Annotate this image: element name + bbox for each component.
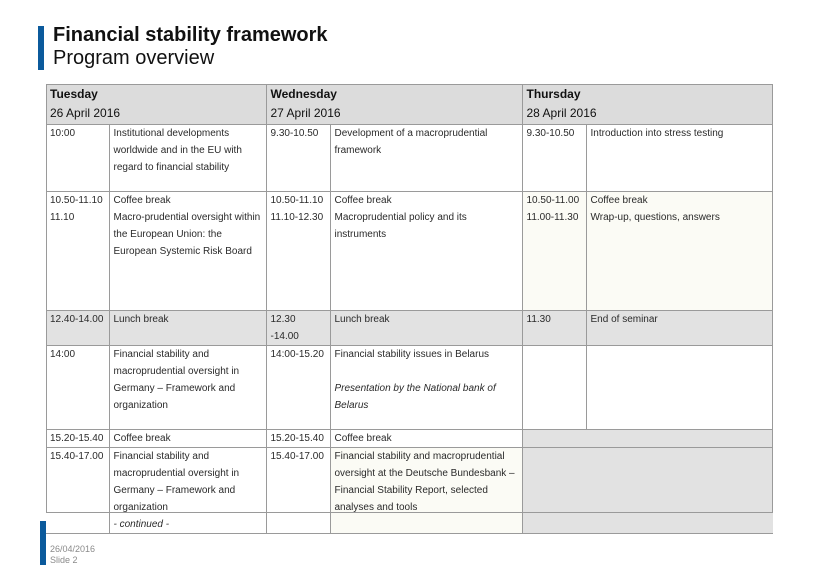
day-header-thursday [522, 84, 773, 124]
time-text: 10.50-11.10 [270, 194, 324, 206]
empty-cell [522, 429, 586, 447]
table-row [46, 447, 773, 533]
session-text: Wrap-up, questions, answers [590, 211, 720, 223]
day-name: Tuesday [50, 87, 98, 101]
table-row [46, 124, 773, 191]
day-date: 27 April 2016 [270, 106, 341, 120]
session-cell [330, 191, 522, 310]
time-text: 10.50-11.10 [50, 194, 103, 206]
time-text: 11.10 [50, 211, 75, 223]
time-text: 11.00-11.30 [526, 211, 579, 223]
time-cell: 10:00 [46, 124, 109, 191]
session-text: Macro-prudential oversight within the European Union: the European Systemic Risk Board [113, 211, 261, 257]
session-cell: Financial stability and macroprudential oversight in Germany – Framework and organization [109, 345, 266, 429]
table-header-row [46, 84, 773, 124]
empty-cell [586, 447, 773, 533]
page-title: Financial stability framework [53, 24, 328, 46]
table-row [46, 310, 773, 345]
time-cell: 12.40-14.00 [46, 310, 109, 345]
session-cell: Institutional developments worldwide and in the EU with regard to financial stability [109, 124, 266, 191]
session-text: Macroprudential policy and its instruments [334, 211, 467, 240]
session-cell: Financial stability and macroprudential oversight at the Deutsche Bundesbank – Financial Stability Report, selected analyses and tools [330, 447, 522, 533]
time-cell: 12.30 -14.00 [266, 310, 330, 345]
empty-cell [586, 345, 773, 429]
session-text: Coffee break [590, 194, 648, 206]
session-cell [586, 191, 773, 310]
slide-number: Slide 2 [50, 555, 78, 565]
session-text: Financial stability and macroprudential oversight in Germany – Framework and organization [113, 450, 240, 513]
empty-cell [586, 429, 773, 447]
time-cell: 15.20-15.40 [46, 429, 109, 447]
time-cell: 15.40-17.00 [266, 447, 330, 533]
page-subtitle: Program overview [53, 47, 215, 69]
title-accent-bar [38, 26, 44, 70]
session-cell: Coffee break [109, 429, 266, 447]
time-cell: 14:00 [46, 345, 109, 429]
session-cell: Coffee break [330, 429, 522, 447]
session-cell [330, 345, 522, 429]
session-note: Presentation by the National bank of Belarus [334, 382, 496, 411]
day-header-tuesday [46, 84, 266, 124]
session-cell: Development of a macroprudential framework [330, 124, 522, 191]
session-cell [109, 447, 266, 533]
table-row [46, 191, 773, 310]
footer-accent-bar [40, 521, 46, 565]
day-name: Wednesday [270, 87, 337, 101]
time-cell: 11.30 [522, 310, 586, 345]
session-note: - continued - [113, 518, 170, 530]
day-header-wednesday [266, 84, 522, 124]
program-table [46, 84, 773, 534]
session-cell [109, 191, 266, 310]
time-cell: 9.30-10.50 [522, 124, 586, 191]
time-cell: 15.20-15.40 [266, 429, 330, 447]
day-date: 28 April 2016 [526, 106, 597, 120]
session-cell: End of seminar [586, 310, 773, 345]
session-cell: Lunch break [109, 310, 266, 345]
session-text: Financial stability issues in Belarus [334, 348, 490, 360]
time-cell [522, 191, 586, 310]
table-row [46, 345, 773, 429]
empty-cell [522, 447, 586, 533]
time-text: 11.10-12.30 [270, 211, 324, 223]
session-cell: Introduction into stress testing [586, 124, 773, 191]
time-cell [46, 191, 109, 310]
session-text: Coffee break [334, 194, 392, 206]
session-text: Coffee break [113, 194, 171, 206]
day-date: 26 April 2016 [50, 106, 121, 120]
time-cell: 14:00-15.20 [266, 345, 330, 429]
footer-date: 26/04/2016 [50, 544, 96, 554]
time-text: 10.50-11.00 [526, 194, 580, 206]
time-cell [266, 191, 330, 310]
empty-cell [522, 345, 586, 429]
table-row [46, 429, 773, 447]
day-name: Thursday [526, 87, 581, 101]
session-cell: Lunch break [330, 310, 522, 345]
time-cell: 15.40-17.00 [46, 447, 109, 533]
time-cell: 9.30-10.50 [266, 124, 330, 191]
